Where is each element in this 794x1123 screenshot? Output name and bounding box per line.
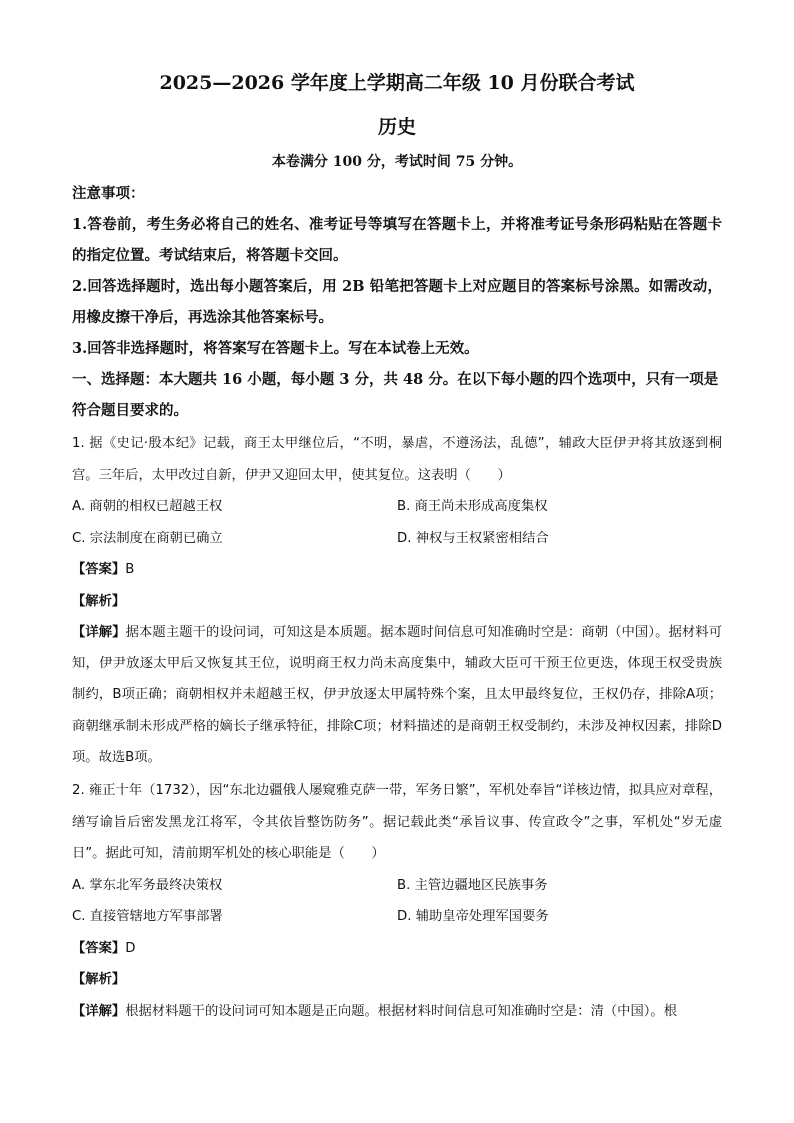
analysis-tag: 【解析】 [72, 593, 126, 609]
note-item-3: 3.回答非选择题时，将答案写在答题卡上。写在本试卷上无效。 [72, 340, 479, 357]
notes-block [72, 178, 722, 364]
answer-line [72, 554, 722, 586]
exam-info: 本卷满分 100 分，考试时间 75 分钟。 [271, 154, 523, 170]
option-b: B. 主管边疆地区民族事务 [397, 877, 548, 893]
answer-tag: 【答案】 [72, 562, 126, 577]
option-b: B. 商王尚未形成高度集权 [397, 499, 548, 514]
detail-text: 据本题主题干的设问词，可知这是本质题。据本题时间信息可知准确时空是：商朝（中国）。据材料可知，伊尹放逐太甲后又恢复其王位，说明商王权力尚未高度集中，辅政大臣可干预王位更迭，体现王权受贵族制约，B项正确；商朝相权并未超越王权，伊尹放逐太甲属特殊个案，且太甲最终复位，王权仍存，排除A项；商朝继承制未形成严格的嫡长子继承特征，排除C项；材料描述的是商朝王权受制约，未涉及神权因素，排除D项。故选B项。 [72, 625, 723, 765]
notes-heading: 注意事项： [72, 185, 145, 202]
analysis-line [72, 586, 722, 618]
option-d: D. 神权与王权紧密相结合 [397, 530, 549, 546]
answer-value: D [125, 940, 136, 956]
subject-title: 历史 [377, 116, 416, 138]
option-c: C. 直接管辖地方军事部署 [72, 909, 223, 925]
option-a: A. 商朝的相权已超越王权 [72, 499, 223, 514]
option-c: C. 宗法制度在商朝已确立 [72, 530, 223, 546]
detail-tag: 【详解】 [72, 1003, 126, 1019]
question-2 [72, 775, 722, 1027]
note-item-2: 2.回答选择题时，选出每小题答案后，用 2B 铅笔把答题卡上对应题目的答案标号涂黑。如需改动，用橡皮擦干净后，再选涂其他答案标号。 [72, 278, 722, 326]
detail-text: 根据材料题干的设问词可知本题是正向题。根据材料时间信息可知准确时空是：清（中国）。根 [125, 1003, 678, 1019]
exam-content [72, 178, 722, 1027]
detail-paragraph [72, 617, 722, 773]
note-item-1: 1.答卷前，考生务必将自己的姓名、准考证号等填写在答题卡上，并将准考证号条形码粘贴在答题卡的指定位置。考试结束后，将答题卡交回。 [72, 216, 722, 264]
detail-tag: 【详解】 [72, 625, 126, 640]
answer-tag: 【答案】 [72, 940, 126, 956]
option-a: A. 掌东北军务最终决策权 [72, 877, 223, 893]
section-heading: 一、选择题：本大题共 16 小题，每小题 3 分，共 48 分。在以下每小题的四个选项中，只有一项是符合题目要求的。 [72, 371, 719, 419]
option-d: D. 辅助皇帝处理军国要务 [397, 909, 549, 925]
analysis-line [72, 964, 722, 996]
option-list [72, 870, 722, 933]
question-1 [72, 428, 722, 773]
question-stem: 1. 据《史记·殷本纪》记载，商王太甲继位后，“不明，暴虐，不遵汤法，乱德”，辅政大臣伊尹将其放逐到桐宫。三年后，太甲改过自新，伊尹又迎回太甲，使其复位。这表明（ ） [72, 436, 722, 483]
answer-value: B [125, 562, 135, 577]
answer-line [72, 933, 722, 965]
detail-paragraph [72, 996, 722, 1027]
exam-title: 2025—2026 学年度上学期高二年级 10 月份联合考试 [159, 72, 635, 94]
analysis-tag: 【解析】 [72, 972, 126, 988]
option-list [72, 491, 722, 554]
question-stem: 2. 雍正十年（1732），因“东北边疆俄人屡窥雅克萨一带，军务日繁”，军机处奉旨“详核边情，拟具应对章程，缮写谕旨后密发黑龙江将军，令其依旨整饬防务”。据记载此类“承旨议事、传宣政令”之事，军机处“岁无虚日”。据此可知，清前期军机处的核心职能是（ ） [72, 783, 722, 862]
